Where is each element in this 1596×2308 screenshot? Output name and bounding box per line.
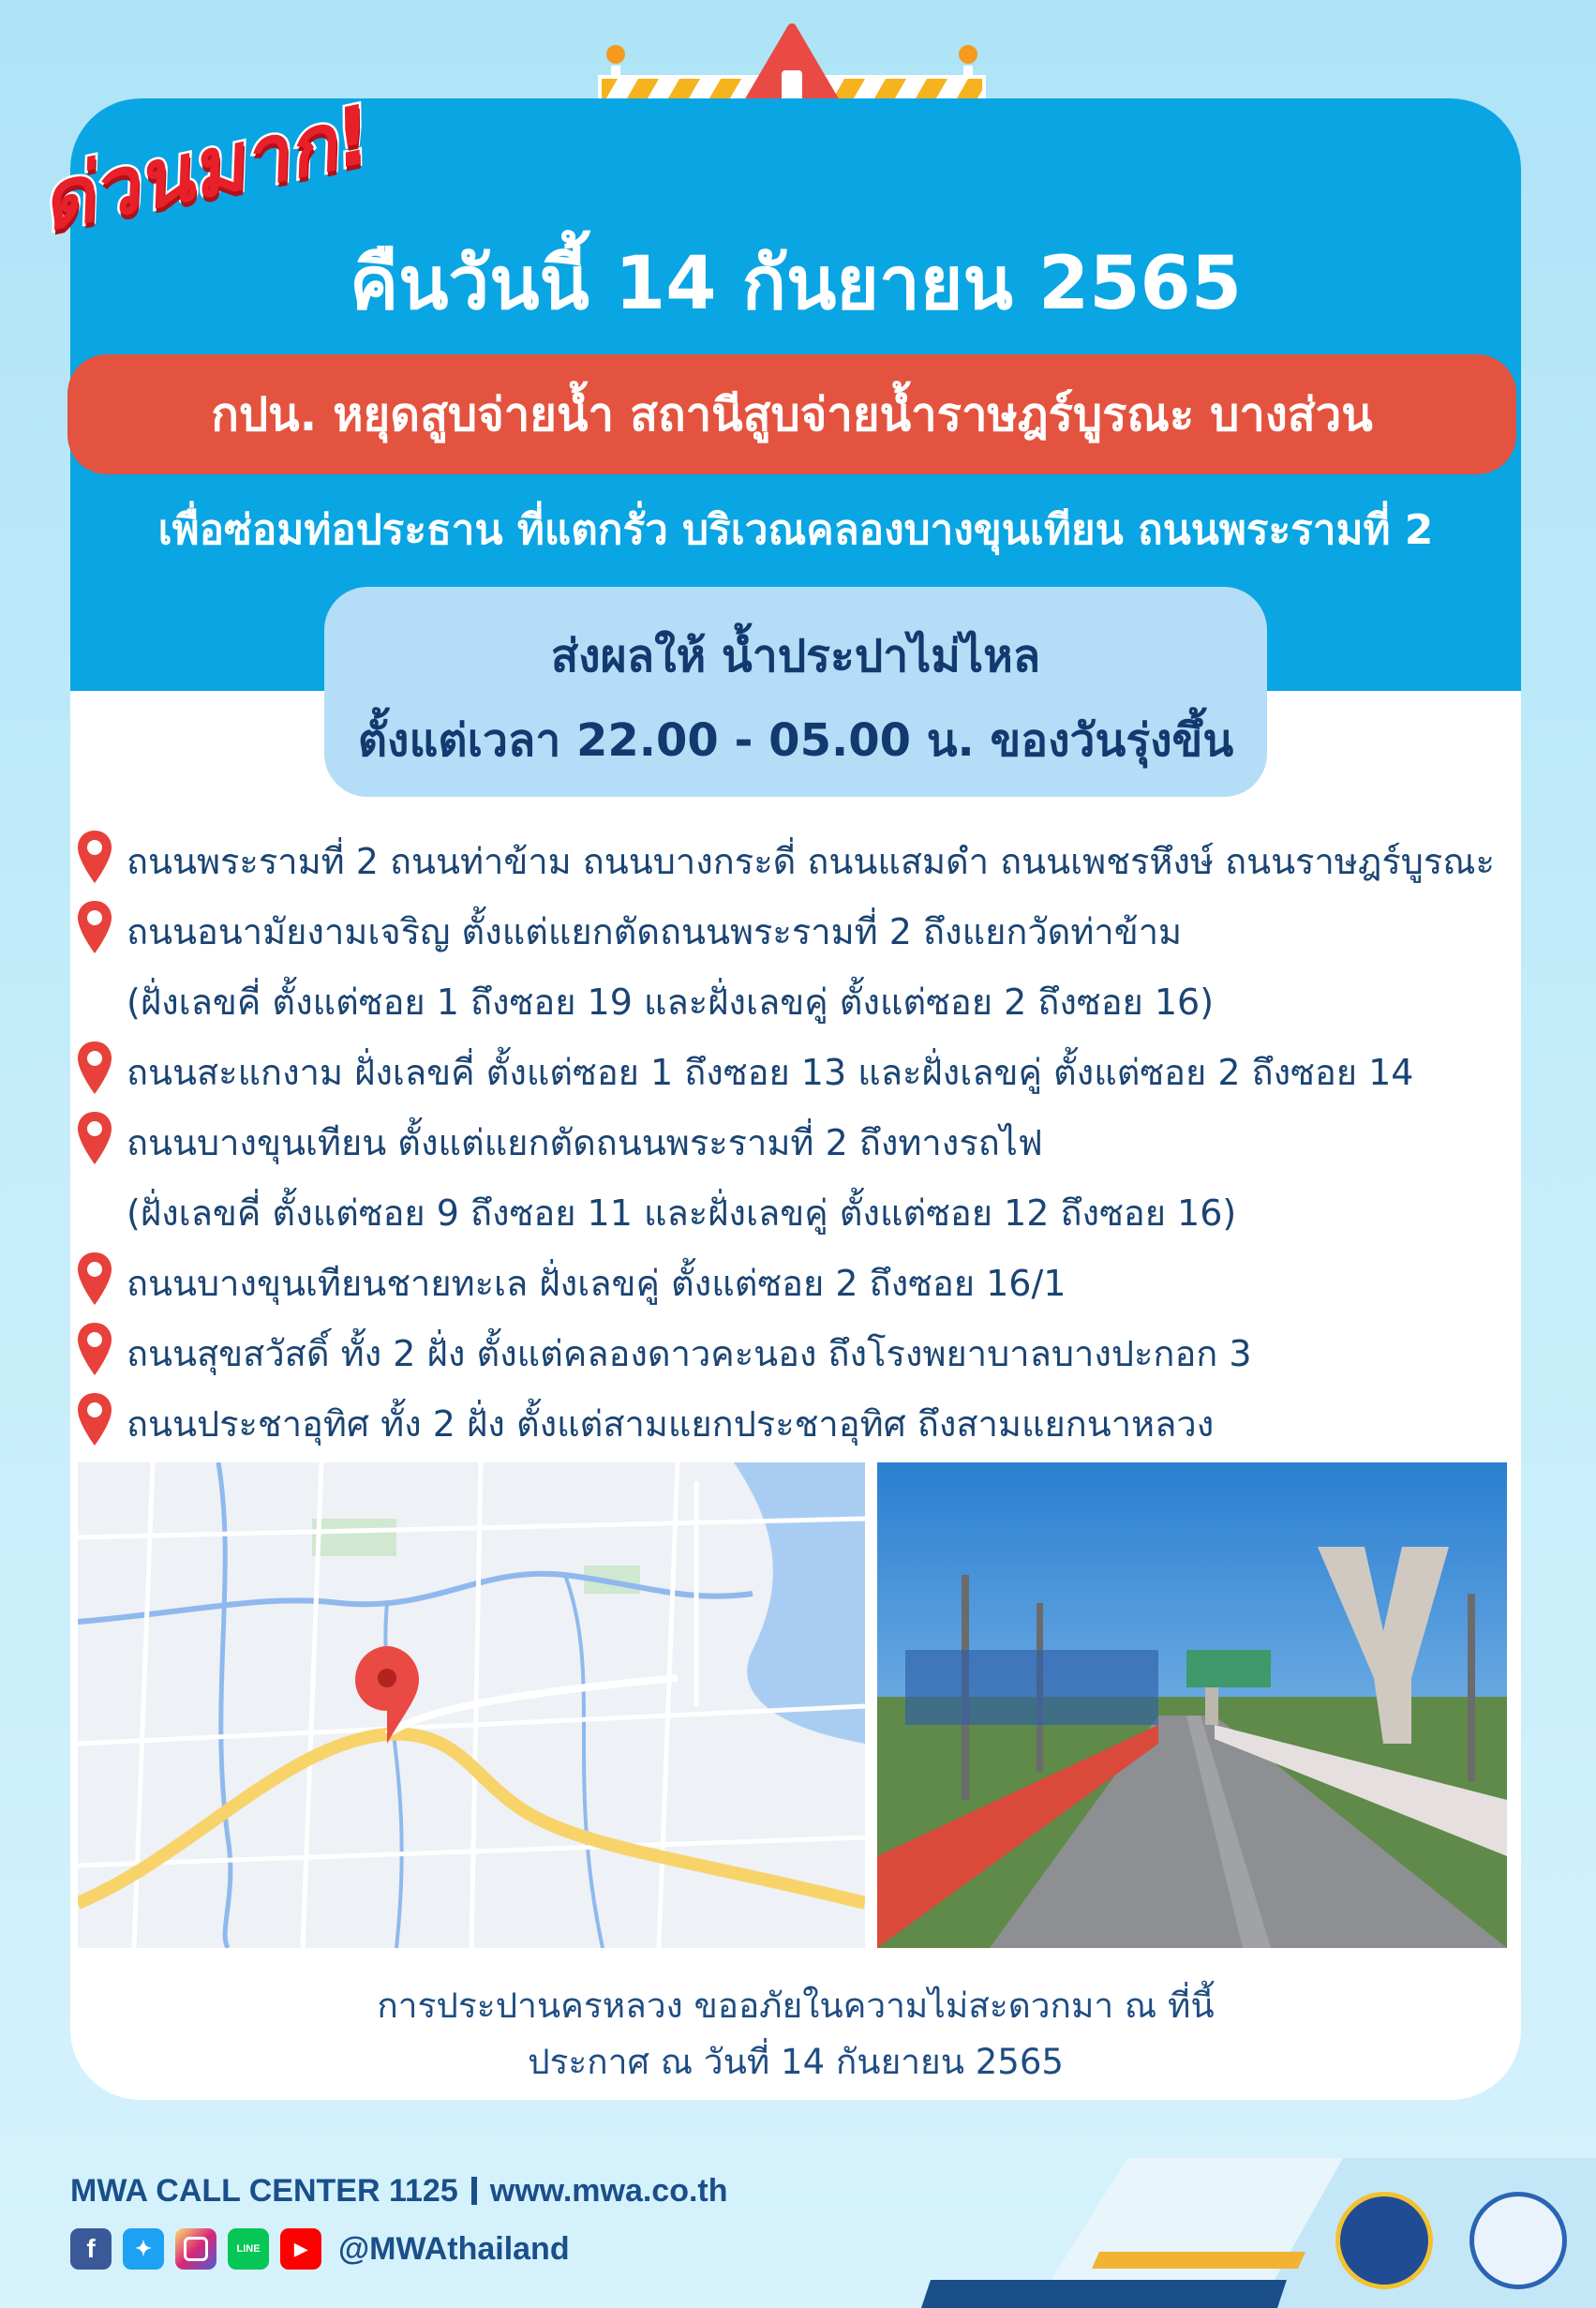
area-map xyxy=(78,1462,865,1948)
date-title: คืนวันนี้ 14 กันยายน 2565 xyxy=(349,242,1243,326)
area-item-2: ถนนอนามัยงามเจริญ ตั้งแต่แยกตัดถนนพระรามที่ 2 ถึงแยกวัดท่าข้าม xyxy=(127,911,1183,952)
social-links xyxy=(70,2226,570,2271)
area-item-1: ถนนพระรามที่ 2 ถนนท่าข้าม ถนนบางกระดี่ ถนนแสมดำ ถนนเพชรหึงษ์ ถนนราษฎร์บูรณะ xyxy=(127,841,1495,882)
area-item-7: ถนนประชาอุทิศ ทั้ง 2 ฝั่ง ตั้งแต่สามแยกประชาอุทิศ ถึงสามแยกนาหลวง xyxy=(127,1403,1215,1445)
location-pin-icon xyxy=(75,1040,114,1096)
social-handle[interactable]: @MWAthailand xyxy=(338,2230,570,2267)
mwa-logo xyxy=(1469,2192,1567,2289)
road-photo-graphic xyxy=(877,1462,1507,1948)
effect-line-2: ตั้งแต่เวลา 22.00 - 05.00 น. ของวันรุ่งขึ้น xyxy=(357,714,1234,767)
twitter-icon[interactable]: ✦ xyxy=(123,2228,164,2270)
apology-text: การประปานครหลวง ขออภัยในความไม่สะดวกมา ณ ที่นี้ xyxy=(377,1986,1215,2026)
effect-line-1: ส่งผลให้ น้ำประปาไม่ไหล xyxy=(550,630,1041,682)
urgent-label: ด่วนมาก! xyxy=(31,87,380,250)
area-map-graphic xyxy=(78,1462,865,1948)
location-pin-icon xyxy=(75,1321,114,1377)
repair-reason: เพื่อซ่อมท่อประธาน ที่แตกรั่ว บริเวณคลองบางขุนเทียน ถนนพระรามที่ 2 xyxy=(157,506,1434,554)
announcement-date: ประกาศ ณ วันที่ 14 กันยายน 2565 xyxy=(528,2042,1064,2082)
facebook-icon[interactable]: f xyxy=(70,2228,112,2270)
area-item-3: ถนนสะแกงาม ฝั่งเลขคี่ ตั้งแต่ซอย 1 ถึงซอย 13 และฝั่งเลขคู่ ตั้งแต่ซอย 2 ถึงซอย 14 xyxy=(127,1052,1414,1093)
royal-seal-logo xyxy=(1335,2192,1433,2289)
area-item-6: ถนนสุขสวัสดิ์ ทั้ง 2 ฝั่ง ตั้งแต่คลองดาวคะนอง ถึงโรงพยาบาลบางปะกอก 3 xyxy=(127,1333,1252,1374)
website-link[interactable]: www.mwa.co.th xyxy=(489,2173,728,2209)
area-item-4-detail: (ฝั่งเลขคี่ ตั้งแต่ซอย 9 ถึงซอย 11 และฝั่งเลขคู่ ตั้งแต่ซอย 12 ถึงซอย 16) xyxy=(127,1192,1237,1234)
location-pin-icon xyxy=(75,1110,114,1166)
instagram-icon[interactable] xyxy=(175,2228,216,2270)
road-photo xyxy=(877,1462,1507,1948)
outage-banner xyxy=(67,354,1516,474)
area-item-5: ถนนบางขุนเทียนชายทะเล ฝั่งเลขคู่ ตั้งแต่ซอย 2 ถึงซอย 16/1 xyxy=(127,1263,1066,1304)
outage-banner-text: กปน. หยุดสูบจ่ายน้ำ สถานีสูบจ่ายน้ำราษฎร์บูรณะ บางส่วน xyxy=(211,388,1373,442)
line-icon[interactable]: LINE xyxy=(228,2228,269,2270)
location-pin-icon xyxy=(75,829,114,885)
location-pin-icon xyxy=(75,1391,114,1447)
area-item-2-detail: (ฝั่งเลขคี่ ตั้งแต่ซอย 1 ถึงซอย 19 และฝั่งเลขคู่ ตั้งแต่ซอย 2 ถึงซอย 16) xyxy=(127,982,1215,1023)
location-pin-icon xyxy=(75,1251,114,1307)
divider xyxy=(471,2177,477,2205)
location-pin-icon xyxy=(75,899,114,955)
youtube-icon[interactable]: ▶ xyxy=(280,2228,321,2270)
call-center: MWA CALL CENTER 1125 xyxy=(70,2173,458,2209)
area-item-4: ถนนบางขุนเทียน ตั้งแต่แยกตัดถนนพระรามที่ 2 ถึงทางรถไฟ xyxy=(127,1122,1043,1163)
contact-line xyxy=(70,2173,728,2210)
effect-box xyxy=(324,587,1267,797)
